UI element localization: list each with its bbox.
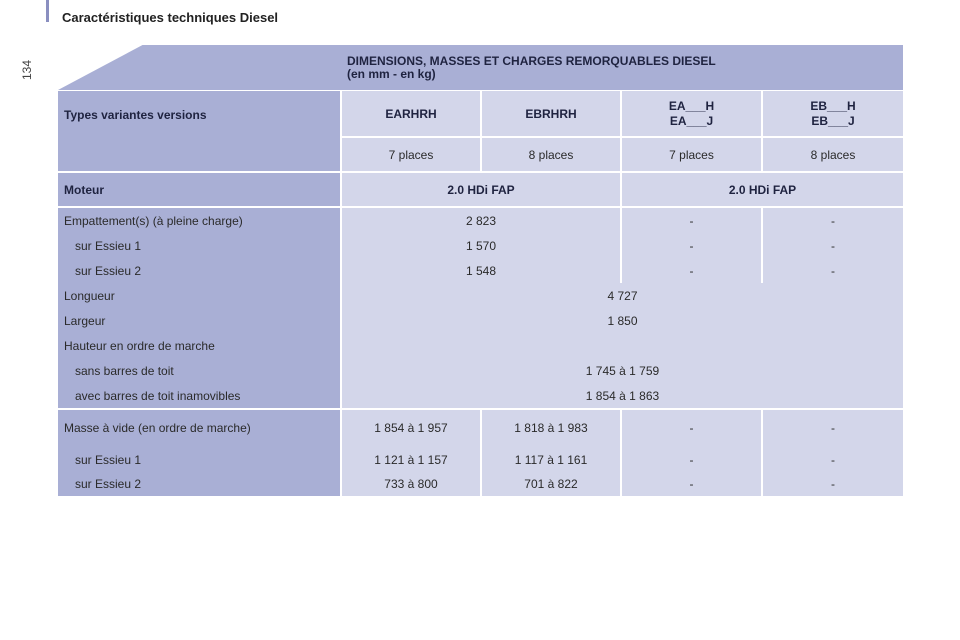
essieu1-value: 1 570 xyxy=(465,238,497,253)
essieu2-dash2: - xyxy=(831,263,835,278)
avec-barres-label: avec barres de toit inamovibles xyxy=(75,388,241,403)
sans-barres-value: 1 745 à 1 759 xyxy=(585,363,660,378)
section-title: Caractéristiques techniques Diesel xyxy=(62,10,279,25)
variant-eb-h: EB___H xyxy=(810,98,856,113)
moteur-label: Moteur xyxy=(58,173,340,206)
essieu1-dash1: - xyxy=(689,238,694,253)
moteur-eb: 2.0 HDi FAP xyxy=(622,173,903,206)
variant-eb-j: EB___J xyxy=(811,113,855,128)
divider-masse-1 xyxy=(480,410,482,496)
types-label: Types variantes versions xyxy=(58,91,340,171)
empattement-dash1: - xyxy=(689,213,694,228)
masse-essieu1-value-1: 1 121 à 1 157 xyxy=(374,453,448,467)
longueur-value: 4 727 xyxy=(607,288,638,303)
divider-empattement-1 xyxy=(620,208,622,283)
table-title xyxy=(347,55,716,81)
masse-essieu1-value-4: - xyxy=(831,453,835,467)
largeur-value: 1 850 xyxy=(607,313,638,328)
table-title-line2: (en mm - en kg) xyxy=(347,67,436,81)
masse-essieu1-label: sur Essieu 1 xyxy=(75,453,142,467)
avec-barres-value: 1 854 à 1 863 xyxy=(585,388,660,403)
places-4: 8 places xyxy=(763,138,903,171)
masse-essieu2-label: sur Essieu 2 xyxy=(75,477,142,491)
table-title-line1: DIMENSIONS, MASSES ET CHARGES REMORQUABLES DIESEL xyxy=(347,54,716,68)
hauteur-label: Hauteur en ordre de marche xyxy=(64,338,215,353)
essieu2-value: 1 548 xyxy=(465,263,497,278)
left-rule xyxy=(46,0,49,22)
variant-ea-h: EA___H xyxy=(668,98,715,113)
empattement-label: Empattement(s) (à pleine charge) xyxy=(64,213,243,228)
masse-essieu1-value-3: - xyxy=(689,453,694,467)
essieu2-dash1: - xyxy=(689,263,694,278)
divider-masse-2 xyxy=(620,410,622,496)
divider-empattement-2 xyxy=(761,208,763,283)
empattement-value: 2 823 xyxy=(465,213,497,228)
places-1: 7 places xyxy=(342,138,480,171)
masse-value-3: - xyxy=(689,421,694,435)
empattement-dash2: - xyxy=(831,213,835,228)
variant-eb xyxy=(763,91,903,136)
variant-ebrhrh: EBRHRH xyxy=(482,91,620,136)
largeur-label: Largeur xyxy=(64,313,106,328)
variant-ea xyxy=(622,91,761,136)
essieu2-label: sur Essieu 2 xyxy=(75,263,142,278)
places-3: 7 places xyxy=(622,138,761,171)
masse-essieu2-value-3: - xyxy=(689,477,694,491)
variant-ea-j: EA___J xyxy=(669,113,714,128)
masse-label: Masse à vide (en ordre de marche) xyxy=(64,421,251,435)
masse-essieu2-value-4: - xyxy=(831,477,835,491)
masse-value-2: 1 818 à 1 983 xyxy=(514,421,588,435)
longueur-label: Longueur xyxy=(64,288,115,303)
moteur-ea: 2.0 HDi FAP xyxy=(342,173,620,206)
masse-essieu2-value-1: 733 à 800 xyxy=(384,477,438,491)
sans-barres-label: sans barres de toit xyxy=(75,363,174,378)
masse-essieu1-value-2: 1 117 à 1 161 xyxy=(514,453,588,467)
page-number: 134 xyxy=(20,59,34,80)
masse-value-4: - xyxy=(831,421,835,435)
divider-masse-3 xyxy=(761,410,763,496)
essieu1-label: sur Essieu 1 xyxy=(75,238,142,253)
variant-earhrh: EARHRH xyxy=(342,91,480,136)
masse-value-1: 1 854 à 1 957 xyxy=(374,421,448,435)
places-2: 8 places xyxy=(482,138,620,171)
masse-essieu2-value-2: 701 à 822 xyxy=(524,477,578,491)
essieu1-dash2: - xyxy=(831,238,835,253)
